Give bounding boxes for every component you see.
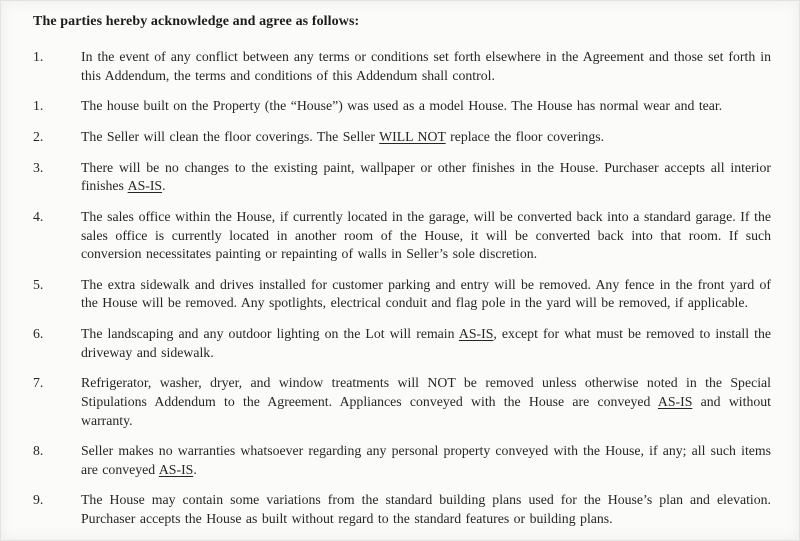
clause-item xyxy=(33,442,771,479)
clause-text-segment: , except for what must be removed to install the driveway and sidewalk. xyxy=(81,326,771,360)
clause-text xyxy=(81,128,771,147)
clause-number: 4. xyxy=(33,208,44,224)
clause-number: 3. xyxy=(33,159,44,175)
clause-text-segment: . xyxy=(162,178,166,194)
underlined-phrase: AS-IS xyxy=(127,178,163,194)
clause-item xyxy=(33,325,771,362)
clause-text-segment: Refrigerator, washer, dryer, and window treatments will NOT be removed unless otherwise noted in the Special Stipulations Addendum to the Agreement. Appliances conveyed with the House are conveyed xyxy=(81,375,771,409)
clause-text xyxy=(81,97,771,116)
clause-number: 7. xyxy=(33,375,44,391)
clause-text-segment: The landscaping and any outdoor lighting on the Lot will remain xyxy=(81,326,459,342)
clause-number: 1. xyxy=(33,98,44,114)
document-heading: The parties hereby acknowledge and agree as follows: xyxy=(33,14,360,29)
clause-number: 9. xyxy=(33,492,44,508)
clause-number: 8. xyxy=(33,443,44,459)
underlined-phrase: AS-IS xyxy=(158,461,194,477)
clause-item xyxy=(33,208,771,264)
clause-item xyxy=(33,97,771,116)
underlined-phrase: AS-IS xyxy=(657,393,693,409)
clause-item xyxy=(33,48,771,85)
clause-text-segment: The Seller will clean the floor coverings. The Seller xyxy=(81,129,380,145)
clause-text xyxy=(81,276,771,313)
clause-text-segment: . xyxy=(193,461,197,477)
clause-list xyxy=(33,48,771,529)
clause-text xyxy=(81,442,771,479)
clause-text-segment: In the event of any conflict between any terms or conditions set forth elsewhere in the Agreement and those set forth in this Addendum, the terms and conditions of this Addendum shall control. xyxy=(81,49,771,83)
clause-item xyxy=(33,159,771,196)
clause-text-segment: The extra sidewalk and drives installed for customer parking and entry will be removed. Any fence in the front yard of the House will be removed. Any spotlights, electrical conduit and flag pole in the yard will be removed, if applicable. xyxy=(81,276,771,311)
clause-number: 2. xyxy=(33,129,44,145)
clause-number: 5. xyxy=(33,276,44,292)
underlined-phrase: AS-IS xyxy=(458,326,494,342)
clause-text xyxy=(81,159,771,196)
clause-number: 1. xyxy=(33,49,44,65)
clause-text-segment: The house built on the Property (the “House”) was used as a model House. The House has normal wear and tear. xyxy=(81,98,723,114)
clause-item xyxy=(33,374,771,430)
clause-text xyxy=(81,48,771,85)
clause-item xyxy=(33,128,771,147)
clause-number: 6. xyxy=(33,326,44,342)
clause-text xyxy=(81,208,771,264)
clause-text-segment: Seller makes no warranties whatsoever regarding any personal property conveyed with the House, if any; all such items are conveyed xyxy=(81,443,771,477)
clause-text xyxy=(81,374,771,430)
clause-text-segment: The House may contain some variations from the standard building plans used for the House’s plan and elevation. Purchaser accepts the House as built without regard to the standard features or building plans. xyxy=(81,492,771,527)
clause-text xyxy=(81,491,771,528)
clause-text xyxy=(81,325,771,362)
clause-text-segment: and without warranty. xyxy=(81,393,772,428)
clause-text-segment: replace the floor coverings. xyxy=(445,129,605,145)
clause-item xyxy=(33,491,771,528)
clause-item xyxy=(33,276,771,313)
underlined-phrase: WILL NOT xyxy=(379,129,446,145)
clause-text-segment: The sales office within the House, if currently located in the garage, will be converted back into a standard garage. If the sales office is currently located in another room of the House, it will be converted back into that room. If such conversion necessitates painting or repainting of walls in Seller’s sole discretion. xyxy=(81,208,771,262)
clause-text-segment: There will be no changes to the existing paint, wallpaper or other finishes in the House. Purchaser accepts all interior finishes xyxy=(81,159,771,194)
